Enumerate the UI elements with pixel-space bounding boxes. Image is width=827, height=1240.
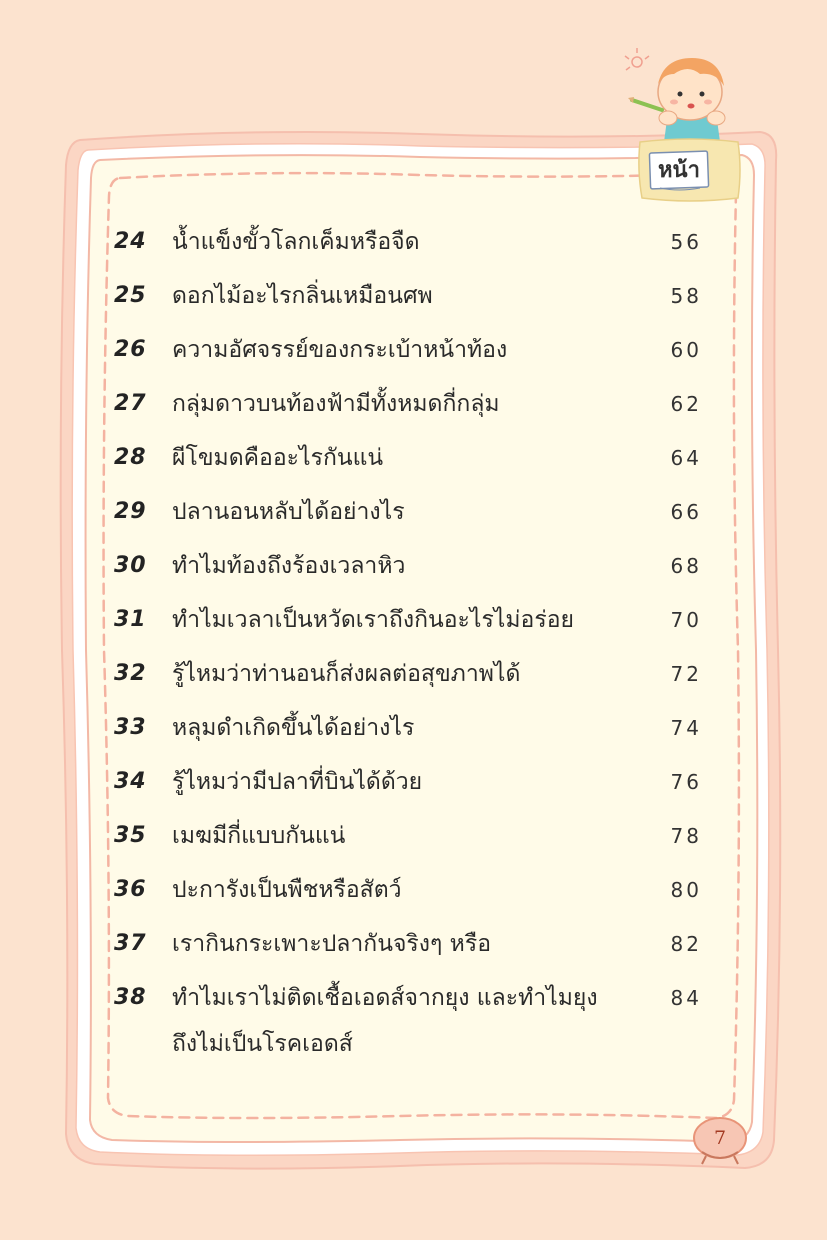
toc-entry-title: ปะการังเป็นพืชหรือสัตว์ — [172, 877, 402, 903]
toc-entry-page: 72 — [670, 662, 702, 686]
toc-entry-title: หลุมดำเกิดขึ้นได้อย่างไร — [172, 715, 415, 741]
toc-entry-number: 34 — [114, 769, 147, 794]
toc-entry[interactable] — [0, 924, 827, 964]
toc-entry-page: 64 — [670, 446, 702, 470]
toc-entry-number: 32 — [114, 661, 147, 686]
toc-entry-title: เมฆมีกี่แบบกันแน่ — [172, 823, 346, 849]
toc-entry-page: 56 — [670, 230, 702, 254]
toc-entry[interactable] — [0, 978, 827, 1057]
toc-entry-title: ทำไมท้องถึงร้องเวลาหิว — [172, 553, 406, 579]
toc-entry[interactable] — [0, 708, 827, 748]
page-number: 7 — [713, 1127, 727, 1149]
toc-entry-number: 38 — [114, 985, 147, 1010]
toc-entry-page: 78 — [670, 824, 702, 848]
toc-entry-page: 76 — [670, 770, 702, 794]
toc-entry-title: เรากินกระเพาะปลากันจริงๆ หรือ — [172, 931, 492, 957]
toc-entry-page: 66 — [670, 500, 702, 524]
toc-entry-page: 58 — [670, 284, 702, 308]
toc-entry[interactable] — [0, 816, 827, 856]
toc-entry-title: ปลานอนหลับได้อย่างไร — [172, 499, 405, 525]
toc-entry-page: 82 — [670, 932, 702, 956]
toc-entry-title: ทำไมเราไม่ติดเชื้อเอดส์จากยุง และทำไมยุง — [172, 985, 598, 1011]
toc-entry[interactable] — [0, 546, 827, 586]
toc-entry[interactable] — [0, 762, 827, 802]
toc-entry-title: ความอัศจรรย์ของกระเบ้าหน้าท้อง — [172, 337, 508, 363]
toc-entry-number: 35 — [114, 823, 147, 848]
toc-entry[interactable] — [0, 222, 827, 262]
toc-entry-number: 31 — [114, 607, 147, 632]
toc-entry[interactable] — [0, 330, 827, 370]
toc-entry[interactable] — [0, 600, 827, 640]
toc-entry-number: 36 — [114, 877, 147, 902]
toc-entry-number: 33 — [114, 715, 147, 740]
toc-entry[interactable] — [0, 654, 827, 694]
toc-entry[interactable] — [0, 276, 827, 316]
toc-entry-title: ผีโขมดคืออะไรกันแน่ — [172, 445, 384, 471]
toc-entry-title: ดอกไม้อะไรกลิ่นเหมือนศพ — [172, 283, 433, 309]
toc-entry-page: 68 — [670, 554, 702, 578]
toc-entry[interactable] — [0, 870, 827, 910]
toc-entry-title: น้ำแข็งขั้วโลกเค็มหรือจืด — [172, 229, 420, 255]
toc-entry-number: 30 — [114, 553, 147, 578]
toc-entry-number: 27 — [114, 391, 147, 416]
toc-entry-title: รู้ไหมว่ามีปลาที่บินได้ด้วย — [172, 769, 423, 795]
toc-entry-title: รู้ไหมว่าท่านอนก็ส่งผลต่อสุขภาพได้ — [172, 661, 521, 687]
toc-entry-page: 84 — [670, 986, 702, 1010]
toc-entry[interactable] — [0, 384, 827, 424]
toc-entry-page: 70 — [670, 608, 702, 632]
toc-entry[interactable] — [0, 438, 827, 478]
toc-entry-page: 60 — [670, 338, 702, 362]
toc-entry-number: 26 — [114, 337, 147, 362]
toc-entry-title-continued: ถึงไม่เป็นโรคเอดส์ — [172, 1031, 353, 1057]
toc-entry-title: ทำไมเวลาเป็นหวัดเราถึงกินอะไรไม่อร่อย — [172, 607, 574, 633]
toc-entry[interactable] — [0, 492, 827, 532]
toc-entry-number: 25 — [114, 283, 147, 308]
toc-entry-number: 29 — [114, 499, 147, 524]
page-column-label: หน้า — [658, 158, 700, 183]
toc-entry-number: 37 — [114, 931, 147, 956]
toc-entry-number: 28 — [114, 445, 147, 470]
toc-entry-title: กลุ่มดาวบนท้องฟ้ามีทั้งหมดกี่กลุ่ม — [172, 391, 500, 417]
toc-entry-page: 62 — [670, 392, 702, 416]
toc-entry-number: 24 — [114, 229, 147, 254]
toc-entry-page: 74 — [670, 716, 702, 740]
toc-entry-page: 80 — [670, 878, 702, 902]
